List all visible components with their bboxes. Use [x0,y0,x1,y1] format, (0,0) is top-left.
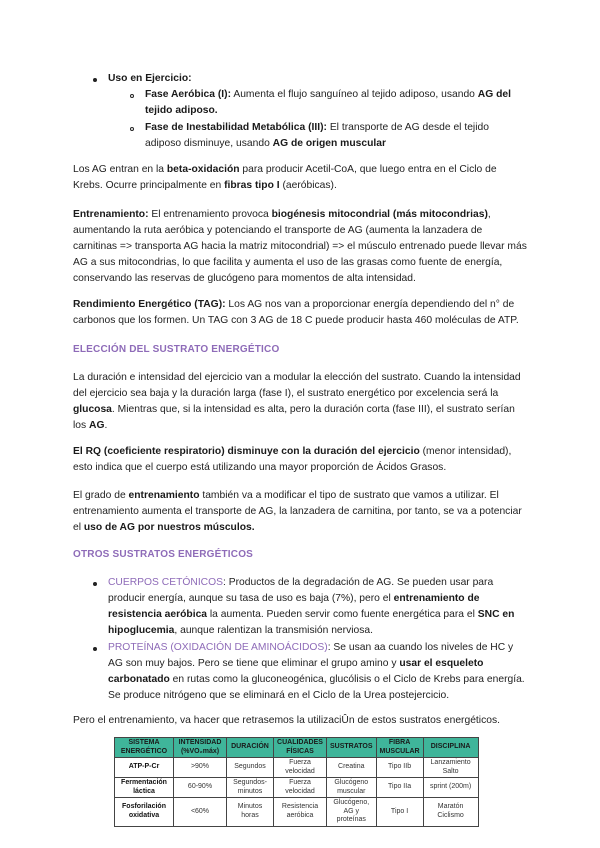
table-header-cell: DURACIÓN [227,738,274,758]
table-header-cell: CUALIDADES FÍSICAS [274,738,327,758]
bullet-dot [93,582,97,586]
table-row [115,798,479,827]
cuerpos-cetonicos-item: CUERPOS CETÓNICOS: Productos de la degradación de AG. Se pueden usar para producir energía, aunque su tasa de uso es baja (7%), pero el entrenamiento de resistencia aeróbica la aumenta. Pueden servir como fuente energética para el SNC en hipoglucemia, aunque ralentizan la transmisión nerviosa. [108,577,515,636]
uso-heading: Uso en Ejercicio: [108,73,192,84]
table-cell: 60-90% [174,778,227,798]
table-cell: Fosforilación oxidativa [115,798,174,827]
table-header-cell: INTENSIDAD (%VO₂máx) [174,738,227,758]
table-cell: Glucógeno, AG y proteínas [327,798,377,827]
table-cell: Minutos horas [227,798,274,827]
table-cell: Segundos [227,758,274,778]
table-cell: Tipo IIa [376,778,423,798]
table-cell: Creatina [327,758,377,778]
fase-inestabilidad-item: Fase de Inestabilidad Metabólica (III): El transporte de AG desde el tejido adiposo disminuye, usando AG de origen muscular [145,122,489,149]
bullet-circle [130,127,134,131]
paragraph-final: Pero el entrenamiento, va hacer que retrasemos la utilizaciÛn de estos sustratos energéticos. [73,715,500,726]
bullet-circle [130,94,134,98]
table-cell: Fermentación láctica [115,778,174,798]
table-cell: Tipo I [376,798,423,827]
paragraph-beta-oxidacion: Los AG entran en la beta-oxidación para producir Acetil-CoA, que luego entra en el Ciclo de Krebs. Ocurre principalmente en fibras tipo I (aeróbicas). [73,164,497,191]
table-header-cell: DISCIPLINA [423,738,478,758]
energy-systems-table [114,737,479,827]
table-cell: Fuerza velocidad [274,758,327,778]
bullet-dot [93,78,97,82]
paragraph-rendimiento: Rendimiento Energético (TAG): Los AG nos van a proporcionar energía dependiendo del n° de carbonos que los formen. Un TAG con 3 AG de 18 C puede producir hasta 460 moléculas de ATP. [73,299,519,326]
section-heading-otros: OTROS SUSTRATOS ENERGÉTICOS [73,549,254,560]
table-cell: <60% [174,798,227,827]
proteinas-item: PROTEÍNAS (OXIDACIÓN DE AMINOÁCIDOS): Se usan aa cuando los niveles de HC y AG son muy bajos. Pero se tiene que eliminar el grupo amino y usar el esqueleto carbonatado en rutas como la gluconeogénica, glucólisis o el Ciclo de Krebs para energía. Se produce nitrógeno que se eliminará en el Ciclo de la Urea postejercicio. [108,642,525,701]
table-cell: Segundos-minutos [227,778,274,798]
table-header-cell: SISTEMA ENERGÉTICO [115,738,174,758]
fase-aerobica-item: Fase Aeróbica (I): Aumenta el flujo sanguíneo al tejido adiposo, usando AG del tejido adiposo. [145,89,511,116]
bullet-dot [93,647,97,651]
table-cell: >90% [174,758,227,778]
table-cell: Glucógeno muscular [327,778,377,798]
paragraph-entrenamiento: Entrenamiento: El entrenamiento provoca biogénesis mitocondrial (más mitocondrias), aumentando la ruta aeróbica y potenciando el transporte de AG (aumenta la lanzadera de carnitinas => transporta AG hacia la matriz mitocondrial) => el músculo entrenado puede llevar más AG a sus mitocondrias, lo que facilita y aumenta el uso de las grasas como fuente de energía, conservando las reservas de glucógeno para momentos de alta intensidad. [73,209,527,284]
table-cell: Lanzamiento Salto [423,758,478,778]
table-row [115,778,479,798]
table-cell: Tipo IIb [376,758,423,778]
table-header-row [115,738,479,758]
table-cell: sprint (200m) [423,778,478,798]
table-header-cell: SUSTRATOS [327,738,377,758]
paragraph-duracion: La duración e intensidad del ejercicio van a modular la elección del sustrato. Cuando la intensidad del ejercicio sea baja y la duración larga (fase I), el sustrato energético por excelencia será la glucosa. Mientras que, si la intensidad es alta, pero la duración corta (fase III), el sustrato serían los AG. [73,372,521,431]
table-row [115,758,479,778]
paragraph-grado: El grado de entrenamiento también va a modificar el tipo de sustrato que vamos a utilizar. El entrenamiento aumenta el transporte de AG, la lanzadera de carnitina, por tanto, se va a potenciar el uso de AG por nuestros músculos. [73,490,522,533]
section-heading-eleccion: ELECCIÓN DEL SUSTRATO ENERGÉTICO [73,344,280,355]
table-cell: Maratón Ciclismo [423,798,478,827]
table-cell: Resistencia aeróbica [274,798,327,827]
table-cell: Fuerza velocidad [274,778,327,798]
table-cell: ATP-P-Cr [115,758,174,778]
table-header-cell: FIBRA MUSCULAR [376,738,423,758]
paragraph-rq: El RQ (coeficiente respiratorio) disminuye con la duración del ejercicio (menor intensidad), esto indica que el cuerpo está utilizando una mayor proporción de Ácidos Grasos. [73,446,512,473]
